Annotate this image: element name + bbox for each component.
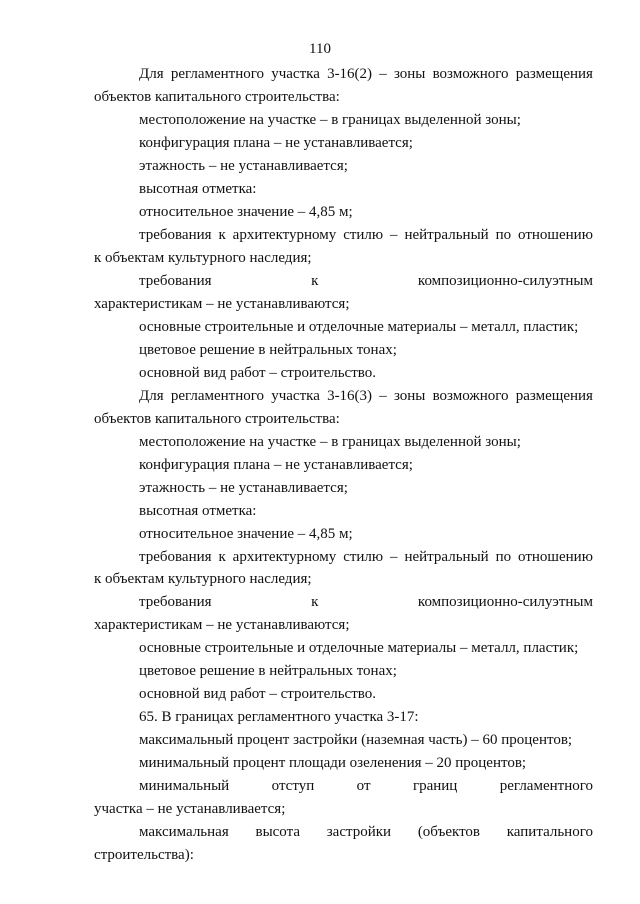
word: минимальный xyxy=(139,778,230,794)
text-line: объектов капитального строительства: xyxy=(94,89,340,105)
text-line: характеристикам – не устанавливаются; xyxy=(94,617,350,633)
word: регламентного xyxy=(499,778,593,794)
word: размещения xyxy=(515,388,593,404)
text-line: максимальный процент застройки (наземная часть) – 60 процентов; xyxy=(139,732,573,748)
text-line xyxy=(139,65,593,84)
text-line: к объектам культурного наследия; xyxy=(94,571,312,587)
word: нейтральный xyxy=(404,549,489,565)
word: композиционно-силуэтным xyxy=(417,594,593,610)
text-line: к объектам культурного наследия; xyxy=(94,250,312,266)
word: стилю xyxy=(343,549,384,565)
text-line: участка – не устанавливается; xyxy=(94,801,286,817)
word: – xyxy=(390,227,398,243)
text-line: минимальный процент площади озеленения – 20 процентов; xyxy=(139,755,527,771)
word: зоны xyxy=(393,66,426,82)
word: к xyxy=(311,273,319,289)
word: – xyxy=(390,549,398,565)
word: к xyxy=(311,594,319,610)
text-line: основные строительные и отделочные материалы – металл, пластик; xyxy=(139,640,579,656)
word: от xyxy=(356,778,371,794)
word: архитектурному xyxy=(232,227,337,243)
word: зоны xyxy=(393,388,426,404)
text-line xyxy=(139,593,593,612)
word: возможного xyxy=(432,388,509,404)
word: стилю xyxy=(343,227,384,243)
word: отступ xyxy=(271,778,315,794)
word: высота xyxy=(255,824,301,840)
word: – xyxy=(379,66,387,82)
text-line: конфигурация плана – не устанавливается; xyxy=(139,135,413,151)
text-line: этажность – не устанавливается; xyxy=(139,480,348,496)
text-line: относительное значение – 4,85 м; xyxy=(139,204,353,220)
text-line xyxy=(139,823,593,842)
word: к xyxy=(218,549,226,565)
word: участка xyxy=(271,66,320,82)
text-line: объектов капитального строительства: xyxy=(94,411,340,427)
text-line: основные строительные и отделочные материалы – металл, пластик; xyxy=(139,319,579,335)
text-line: цветовое решение в нейтральных тонах; xyxy=(139,342,397,358)
word: (объектов xyxy=(417,824,481,840)
text-line: основной вид работ – строительство. xyxy=(139,365,376,381)
word: нейтральный xyxy=(404,227,489,243)
text-line: этажность – не устанавливается; xyxy=(139,158,348,174)
text-line xyxy=(139,777,593,796)
word: регламентного xyxy=(170,66,265,82)
word: Для xyxy=(139,66,164,82)
word: границ xyxy=(412,778,458,794)
word: архитектурному xyxy=(232,549,337,565)
text-line: высотная отметка: xyxy=(139,503,257,519)
text-line xyxy=(139,226,593,245)
text-line: местоположение на участке – в границах выделенной зоны; xyxy=(139,434,521,450)
text-line xyxy=(139,272,593,291)
text-line: высотная отметка: xyxy=(139,181,257,197)
word: максимальная xyxy=(139,824,229,840)
text-line: относительное значение – 4,85 м; xyxy=(139,526,353,542)
text-line: конфигурация плана – не устанавливается; xyxy=(139,457,413,473)
word: 3-16(2) xyxy=(327,66,373,82)
word: возможного xyxy=(432,66,509,82)
text-line: местоположение на участке – в границах выделенной зоны; xyxy=(139,112,521,128)
text-line xyxy=(139,548,593,567)
word: отношению xyxy=(518,227,593,243)
word: по xyxy=(495,227,512,243)
text-line: основной вид работ – строительство. xyxy=(139,686,376,702)
word: капитального xyxy=(506,824,593,840)
text-line: цветовое решение в нейтральных тонах; xyxy=(139,663,397,679)
text-line: строительства): xyxy=(94,847,194,863)
text-line: 65. В границах регламентного участка 3-17: xyxy=(139,709,419,725)
word: размещения xyxy=(515,66,593,82)
word: Для xyxy=(139,388,164,404)
word: композиционно-силуэтным xyxy=(417,273,593,289)
word: 3-16(3) xyxy=(327,388,373,404)
word: регламентного xyxy=(170,388,265,404)
word: требования xyxy=(139,549,212,565)
word: – xyxy=(379,388,387,404)
word: участка xyxy=(271,388,320,404)
word: застройки xyxy=(326,824,392,840)
word: требования xyxy=(139,227,212,243)
text-line xyxy=(139,387,593,406)
word: отношению xyxy=(518,549,593,565)
word: требования xyxy=(139,594,212,610)
page-number: 110 xyxy=(309,41,331,57)
word: к xyxy=(218,227,226,243)
word: по xyxy=(495,549,512,565)
text-line: характеристикам – не устанавливаются; xyxy=(94,296,350,312)
word: требования xyxy=(139,273,212,289)
